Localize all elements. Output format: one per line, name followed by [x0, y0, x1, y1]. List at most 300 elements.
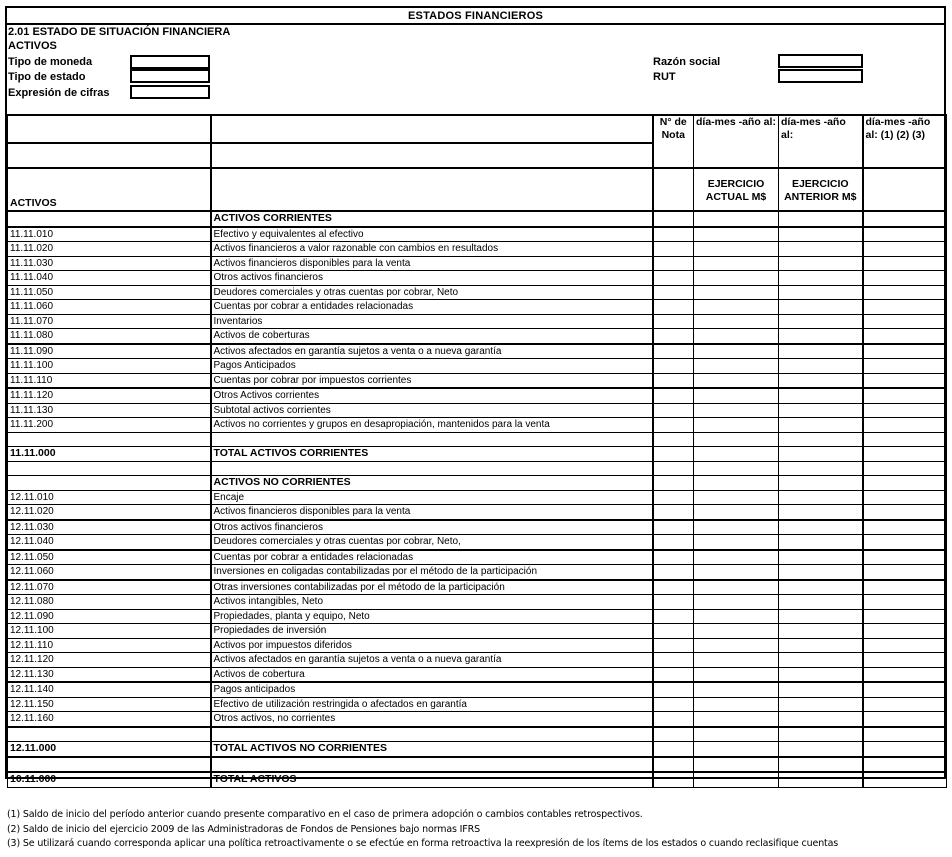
nota-cell[interactable] — [653, 609, 694, 624]
account-description: Activos afectados en garantía sujetos a venta o a nueva garantía — [211, 653, 653, 668]
ejercicio-anterior-cell[interactable] — [779, 682, 863, 697]
saldo-inicio-cell[interactable] — [863, 300, 947, 315]
ejercicio-actual-cell[interactable] — [694, 359, 779, 374]
table-row — [8, 314, 947, 329]
col-header-ejercicio-anterior: EJERCICIO ANTERIOR M$ — [779, 168, 863, 211]
spacer-row — [8, 461, 947, 476]
account-code: 11.11.100 — [8, 359, 211, 374]
ejercicio-actual-cell[interactable] — [694, 447, 779, 462]
col-header-date-3: día-mes -año al: (1) (2) (3) — [863, 115, 947, 168]
nota-cell[interactable] — [653, 520, 694, 535]
ejercicio-actual-cell[interactable] — [694, 580, 779, 595]
saldo-inicio-cell[interactable] — [863, 285, 947, 300]
account-code — [8, 476, 211, 491]
ejercicio-actual-cell[interactable] — [694, 314, 779, 329]
account-description: Cuentas por cobrar por impuestos corrientes — [211, 373, 653, 388]
saldo-inicio-cell[interactable] — [863, 609, 947, 624]
nota-cell[interactable] — [653, 490, 694, 505]
account-code: 11.11.200 — [8, 418, 211, 433]
account-description: Activos intangibles, Neto — [211, 595, 653, 610]
account-code: 12.11.120 — [8, 653, 211, 668]
saldo-inicio-cell[interactable] — [863, 742, 947, 757]
header-row-1 — [8, 115, 947, 143]
account-description: Activos de coberturas — [211, 329, 653, 344]
header-cell-empty — [211, 115, 653, 143]
account-code: 11.11.080 — [8, 329, 211, 344]
table-row — [8, 285, 947, 300]
saldo-inicio-cell[interactable] — [863, 447, 947, 462]
saldo-inicio-cell[interactable] — [863, 757, 947, 773]
account-description: Activos afectados en garantía sujetos a venta o a nueva garantía — [211, 344, 653, 359]
ejercicio-actual-cell[interactable] — [694, 211, 779, 227]
account-description: Activos no corrientes y grupos en desapropiación, mantenidos para la venta — [211, 418, 653, 433]
account-code: 12.11.080 — [8, 595, 211, 610]
table-row — [8, 403, 947, 418]
table-row — [8, 271, 947, 286]
account-code — [8, 757, 211, 773]
nota-cell[interactable] — [653, 227, 694, 242]
total-row-no-corrientes — [8, 742, 947, 757]
saldo-inicio-cell[interactable] — [863, 314, 947, 329]
sheet-title: ESTADOS FINANCIEROS — [7, 8, 944, 25]
tipo-estado-field[interactable] — [130, 69, 210, 83]
table-row — [8, 300, 947, 315]
nota-cell[interactable] — [653, 403, 694, 418]
col-header-date-1: día-mes -año al: — [694, 115, 779, 168]
table-row — [8, 535, 947, 550]
nota-cell[interactable] — [653, 329, 694, 344]
saldo-inicio-cell[interactable] — [863, 476, 947, 491]
total-row-activos — [8, 772, 947, 787]
saldo-inicio-cell[interactable] — [863, 520, 947, 535]
account-description: Activos financieros disponibles para la venta — [211, 505, 653, 520]
ejercicio-anterior-cell[interactable] — [779, 535, 863, 550]
table-row — [8, 329, 947, 344]
account-code: 11.11.050 — [8, 285, 211, 300]
saldo-inicio-cell[interactable] — [863, 256, 947, 271]
account-description: TOTAL ACTIVOS — [211, 772, 653, 787]
saldo-inicio-cell[interactable] — [863, 772, 947, 787]
ejercicio-anterior-cell[interactable] — [779, 624, 863, 639]
table-row — [8, 373, 947, 388]
ejercicio-actual-cell[interactable] — [694, 624, 779, 639]
account-code: 12.11.000 — [8, 742, 211, 757]
nota-cell[interactable] — [653, 653, 694, 668]
saldo-inicio-cell[interactable] — [863, 373, 947, 388]
col-header-nota: N° de Nota — [653, 115, 694, 168]
ejercicio-anterior-cell[interactable] — [779, 505, 863, 520]
ejercicio-anterior-cell[interactable] — [779, 595, 863, 610]
account-code: 12.11.010 — [8, 490, 211, 505]
nota-cell[interactable] — [653, 772, 694, 787]
header-row-3 — [8, 168, 947, 211]
account-code: 12.11.160 — [8, 712, 211, 727]
header-cell-empty — [8, 143, 211, 168]
account-description: Activos de cobertura — [211, 667, 653, 682]
ejercicio-actual-cell[interactable] — [694, 271, 779, 286]
saldo-inicio-cell[interactable] — [863, 580, 947, 595]
razon-social-field[interactable] — [778, 54, 863, 68]
account-code: 12.11.100 — [8, 624, 211, 639]
ejercicio-anterior-cell[interactable] — [779, 742, 863, 757]
nota-cell[interactable] — [653, 359, 694, 374]
ejercicio-anterior-cell[interactable] — [779, 757, 863, 773]
nota-cell[interactable] — [653, 432, 694, 447]
saldo-inicio-cell[interactable] — [863, 359, 947, 374]
account-code: 12.11.020 — [8, 505, 211, 520]
ejercicio-anterior-cell[interactable] — [779, 727, 863, 742]
ejercicio-actual-cell[interactable] — [694, 388, 779, 403]
ejercicio-actual-cell[interactable] — [694, 727, 779, 742]
ejercicio-actual-cell[interactable] — [694, 742, 779, 757]
nota-cell[interactable] — [653, 418, 694, 433]
table-row — [8, 344, 947, 359]
ejercicio-anterior-cell[interactable] — [779, 227, 863, 242]
account-description: Otros Activos corrientes — [211, 388, 653, 403]
ejercicio-actual-cell[interactable] — [694, 550, 779, 565]
nota-cell[interactable] — [653, 535, 694, 550]
account-code: 12.11.140 — [8, 682, 211, 697]
col-header-activos: ACTIVOS — [8, 168, 211, 211]
nota-cell[interactable] — [653, 712, 694, 727]
ejercicio-actual-cell[interactable] — [694, 373, 779, 388]
account-code: 12.11.040 — [8, 535, 211, 550]
saldo-inicio-cell[interactable] — [863, 211, 947, 227]
account-description: Deudores comerciales y otras cuentas por cobrar, Neto — [211, 285, 653, 300]
saldo-inicio-cell[interactable] — [863, 595, 947, 610]
account-description — [211, 432, 653, 447]
nota-cell[interactable] — [653, 580, 694, 595]
section-title: 2.01 ESTADO DE SITUACIÓN FINANCIERA — [8, 26, 231, 38]
ejercicio-actual-cell[interactable] — [694, 757, 779, 773]
account-code: 11.11.010 — [8, 227, 211, 242]
table-row — [8, 388, 947, 403]
balance-table — [7, 114, 947, 788]
saldo-inicio-cell[interactable] — [863, 653, 947, 668]
footnote-3: (3) Se utilizará cuando corresponda aplicar una política retroactivamente o se efectúe en forma retroactiva la reexpresión de los ítems de los estados o cuando reclasifique cuentas — [7, 838, 839, 849]
account-description: TOTAL ACTIVOS NO CORRIENTES — [211, 742, 653, 757]
table-row — [8, 418, 947, 433]
table-row — [8, 682, 947, 697]
saldo-inicio-cell[interactable] — [863, 461, 947, 476]
ejercicio-anterior-cell[interactable] — [779, 373, 863, 388]
rut-field[interactable] — [778, 69, 863, 83]
ejercicio-anterior-cell[interactable] — [779, 403, 863, 418]
spacer-row — [8, 727, 947, 742]
saldo-inicio-cell[interactable] — [863, 712, 947, 727]
ejercicio-actual-cell[interactable] — [694, 418, 779, 433]
nota-cell[interactable] — [653, 211, 694, 227]
nota-cell[interactable] — [653, 314, 694, 329]
account-code: 12.11.030 — [8, 520, 211, 535]
nota-cell[interactable] — [653, 550, 694, 565]
ejercicio-anterior-cell[interactable] — [779, 653, 863, 668]
ejercicio-anterior-cell[interactable] — [779, 271, 863, 286]
account-code: 10.11.000 — [8, 772, 211, 787]
total-row-corrientes — [8, 447, 947, 462]
account-code: 12.11.070 — [8, 580, 211, 595]
nota-cell[interactable] — [653, 505, 694, 520]
account-code: 11.11.060 — [8, 300, 211, 315]
account-description: Otros activos financieros — [211, 271, 653, 286]
account-description: Encaje — [211, 490, 653, 505]
saldo-inicio-cell[interactable] — [863, 697, 947, 712]
table-row — [8, 505, 947, 520]
ejercicio-anterior-cell[interactable] — [779, 697, 863, 712]
header-cell-empty — [8, 115, 211, 143]
account-code: 12.11.110 — [8, 638, 211, 653]
ejercicio-actual-cell[interactable] — [694, 344, 779, 359]
account-description: Efectivo de utilización restringida o afectados en garantía — [211, 697, 653, 712]
saldo-inicio-cell[interactable] — [863, 505, 947, 520]
ejercicio-anterior-cell[interactable] — [779, 667, 863, 682]
ejercicio-anterior-cell[interactable] — [779, 359, 863, 374]
saldo-inicio-cell[interactable] — [863, 329, 947, 344]
label-razon-social: Razón social — [653, 56, 721, 68]
account-description: Subtotal activos corrientes — [211, 403, 653, 418]
section-row-no-corrientes — [8, 476, 947, 491]
ejercicio-actual-cell[interactable] — [694, 565, 779, 580]
ejercicio-anterior-cell[interactable] — [779, 418, 863, 433]
header-cell-empty — [211, 143, 653, 168]
saldo-inicio-cell[interactable] — [863, 227, 947, 242]
nota-cell[interactable] — [653, 624, 694, 639]
ejercicio-anterior-cell[interactable] — [779, 242, 863, 257]
account-code: 11.11.040 — [8, 271, 211, 286]
nota-cell[interactable] — [653, 242, 694, 257]
ejercicio-anterior-cell[interactable] — [779, 772, 863, 787]
account-code: 12.11.050 — [8, 550, 211, 565]
table-row — [8, 520, 947, 535]
ejercicio-actual-cell[interactable] — [694, 329, 779, 344]
financial-statement-sheet — [5, 6, 946, 786]
nota-cell[interactable] — [653, 727, 694, 742]
table-row — [8, 256, 947, 271]
ejercicio-actual-cell[interactable] — [694, 227, 779, 242]
ejercicio-anterior-cell[interactable] — [779, 388, 863, 403]
table-row — [8, 242, 947, 257]
account-description: Pagos anticipados — [211, 682, 653, 697]
label-rut: RUT — [653, 71, 676, 83]
table-row — [8, 609, 947, 624]
table-row — [8, 697, 947, 712]
nota-cell[interactable] — [653, 638, 694, 653]
ejercicio-actual-cell[interactable] — [694, 712, 779, 727]
account-code: 12.11.150 — [8, 697, 211, 712]
account-code: 11.11.070 — [8, 314, 211, 329]
ejercicio-anterior-cell[interactable] — [779, 565, 863, 580]
nota-cell[interactable] — [653, 256, 694, 271]
ejercicio-actual-cell[interactable] — [694, 432, 779, 447]
account-code: 12.11.060 — [8, 565, 211, 580]
account-description: Otros activos financieros — [211, 520, 653, 535]
table-row — [8, 565, 947, 580]
ejercicio-anterior-cell[interactable] — [779, 432, 863, 447]
table-row — [8, 580, 947, 595]
nota-cell[interactable] — [653, 300, 694, 315]
account-description: Cuentas por cobrar a entidades relacionadas — [211, 300, 653, 315]
nota-cell[interactable] — [653, 595, 694, 610]
ejercicio-actual-cell[interactable] — [694, 697, 779, 712]
account-code: 11.11.110 — [8, 373, 211, 388]
account-code: 11.11.030 — [8, 256, 211, 271]
table-row — [8, 550, 947, 565]
expresion-cifras-field[interactable] — [130, 85, 210, 99]
account-code: 11.11.130 — [8, 403, 211, 418]
nota-cell[interactable] — [653, 344, 694, 359]
saldo-inicio-cell[interactable] — [863, 388, 947, 403]
saldo-inicio-cell[interactable] — [863, 638, 947, 653]
account-code — [8, 461, 211, 476]
saldo-inicio-cell[interactable] — [863, 271, 947, 286]
ejercicio-actual-cell[interactable] — [694, 403, 779, 418]
ejercicio-anterior-cell[interactable] — [779, 550, 863, 565]
col-header-date-2: día-mes -año al: — [779, 115, 863, 168]
saldo-inicio-cell[interactable] — [863, 727, 947, 742]
ejercicio-actual-cell[interactable] — [694, 682, 779, 697]
tipo-moneda-field[interactable] — [130, 55, 210, 69]
ejercicio-anterior-cell[interactable] — [779, 609, 863, 624]
account-code: 11.11.120 — [8, 388, 211, 403]
saldo-inicio-cell[interactable] — [863, 624, 947, 639]
account-description: ACTIVOS CORRIENTES — [211, 211, 653, 227]
nota-cell[interactable] — [653, 757, 694, 773]
ejercicio-anterior-cell[interactable] — [779, 344, 863, 359]
account-code: 11.11.000 — [8, 447, 211, 462]
account-description: Cuentas por cobrar a entidades relacionadas — [211, 550, 653, 565]
ejercicio-anterior-cell[interactable] — [779, 256, 863, 271]
ejercicio-actual-cell[interactable] — [694, 490, 779, 505]
table-row — [8, 712, 947, 727]
saldo-inicio-cell[interactable] — [863, 418, 947, 433]
saldo-inicio-cell[interactable] — [863, 535, 947, 550]
account-description: TOTAL ACTIVOS CORRIENTES — [211, 447, 653, 462]
nota-cell[interactable] — [653, 271, 694, 286]
account-description: Propiedades, planta y equipo, Neto — [211, 609, 653, 624]
account-description — [211, 727, 653, 742]
ejercicio-actual-cell[interactable] — [694, 535, 779, 550]
section-subtitle: ACTIVOS — [8, 40, 57, 52]
nota-cell[interactable] — [653, 667, 694, 682]
ejercicio-anterior-cell[interactable] — [779, 476, 863, 491]
table-row — [8, 227, 947, 242]
ejercicio-anterior-cell[interactable] — [779, 329, 863, 344]
saldo-inicio-cell[interactable] — [863, 403, 947, 418]
table-row — [8, 624, 947, 639]
ejercicio-anterior-cell[interactable] — [779, 490, 863, 505]
ejercicio-anterior-cell[interactable] — [779, 314, 863, 329]
ejercicio-anterior-cell[interactable] — [779, 461, 863, 476]
nota-cell[interactable] — [653, 565, 694, 580]
nota-cell[interactable] — [653, 476, 694, 491]
ejercicio-actual-cell[interactable] — [694, 242, 779, 257]
saldo-inicio-cell[interactable] — [863, 565, 947, 580]
nota-cell[interactable] — [653, 388, 694, 403]
nota-cell[interactable] — [653, 697, 694, 712]
account-code — [8, 211, 211, 227]
account-description: ACTIVOS NO CORRIENTES — [211, 476, 653, 491]
nota-cell[interactable] — [653, 461, 694, 476]
footnotes — [7, 808, 838, 852]
header-cell-empty — [653, 168, 694, 211]
label-expresion-cifras: Expresión de cifras — [8, 87, 110, 99]
saldo-inicio-cell[interactable] — [863, 490, 947, 505]
ejercicio-actual-cell[interactable] — [694, 667, 779, 682]
spacer-row — [8, 757, 947, 773]
saldo-inicio-cell[interactable] — [863, 550, 947, 565]
account-description: Otros activos, no corrientes — [211, 712, 653, 727]
account-description: Activos financieros a valor razonable con cambios en resultados — [211, 242, 653, 257]
account-description — [211, 757, 653, 773]
nota-cell[interactable] — [653, 373, 694, 388]
saldo-inicio-cell[interactable] — [863, 667, 947, 682]
table-row — [8, 638, 947, 653]
ejercicio-actual-cell[interactable] — [694, 256, 779, 271]
account-description: Deudores comerciales y otras cuentas por cobrar, Neto, — [211, 535, 653, 550]
ejercicio-anterior-cell[interactable] — [779, 447, 863, 462]
ejercicio-anterior-cell[interactable] — [779, 300, 863, 315]
account-description: Inversiones en coligadas contabilizadas por el método de la participación — [211, 565, 653, 580]
ejercicio-actual-cell[interactable] — [694, 772, 779, 787]
saldo-inicio-cell[interactable] — [863, 432, 947, 447]
account-description: Pagos Anticipados — [211, 359, 653, 374]
footnote-2: (2) Saldo de inicio del ejercicio 2009 de las Administradoras de Fondos de Pensiones bajo normas IFRS — [7, 823, 480, 835]
account-description: Activos financieros disponibles para la venta — [211, 256, 653, 271]
ejercicio-actual-cell[interactable] — [694, 609, 779, 624]
footnote-1: (1) Saldo de inicio del período anterior cuando presente comparativo en el caso de primera adopción o cambios contables retrospectivos. — [7, 809, 643, 820]
ejercicio-anterior-cell[interactable] — [779, 520, 863, 535]
nota-cell[interactable] — [653, 285, 694, 300]
header-cell-empty — [863, 168, 947, 211]
saldo-inicio-cell[interactable] — [863, 242, 947, 257]
ejercicio-actual-cell[interactable] — [694, 595, 779, 610]
ejercicio-anterior-cell[interactable] — [779, 712, 863, 727]
ejercicio-actual-cell[interactable] — [694, 520, 779, 535]
ejercicio-actual-cell[interactable] — [694, 653, 779, 668]
table-row — [8, 595, 947, 610]
account-description: Efectivo y equivalentes al efectivo — [211, 227, 653, 242]
spacer-row — [8, 432, 947, 447]
account-code: 11.11.020 — [8, 242, 211, 257]
ejercicio-actual-cell[interactable] — [694, 505, 779, 520]
account-code — [8, 432, 211, 447]
nota-cell[interactable] — [653, 682, 694, 697]
table-row — [8, 667, 947, 682]
account-code — [8, 727, 211, 742]
saldo-inicio-cell[interactable] — [863, 344, 947, 359]
nota-cell[interactable] — [653, 447, 694, 462]
ejercicio-actual-cell[interactable] — [694, 461, 779, 476]
ejercicio-actual-cell[interactable] — [694, 300, 779, 315]
ejercicio-anterior-cell[interactable] — [779, 580, 863, 595]
section-row-corrientes — [8, 211, 947, 227]
table-row — [8, 653, 947, 668]
ejercicio-anterior-cell[interactable] — [779, 211, 863, 227]
ejercicio-actual-cell[interactable] — [694, 285, 779, 300]
account-description — [211, 461, 653, 476]
account-description: Propiedades de inversión — [211, 624, 653, 639]
label-tipo-moneda: Tipo de moneda — [8, 56, 93, 68]
ejercicio-anterior-cell[interactable] — [779, 285, 863, 300]
nota-cell[interactable] — [653, 742, 694, 757]
table-row — [8, 490, 947, 505]
ejercicio-actual-cell[interactable] — [694, 476, 779, 491]
account-description: Inventarios — [211, 314, 653, 329]
ejercicio-anterior-cell[interactable] — [779, 638, 863, 653]
ejercicio-actual-cell[interactable] — [694, 638, 779, 653]
saldo-inicio-cell[interactable] — [863, 682, 947, 697]
account-code: 12.11.090 — [8, 609, 211, 624]
